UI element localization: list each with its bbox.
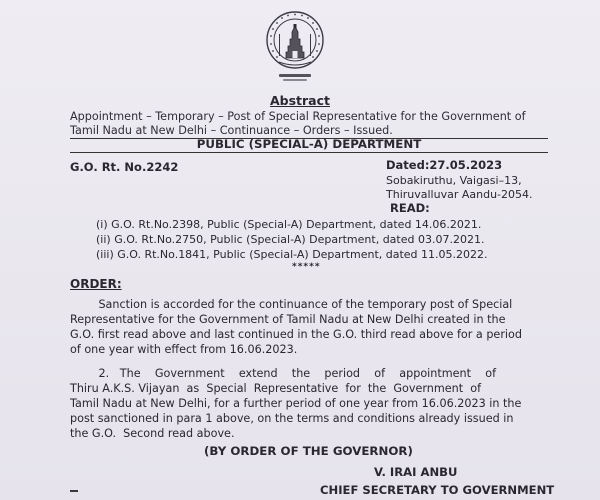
para1-line: Sanction is accorded for the continuance of the temporary post of Special — [70, 298, 513, 311]
reference-item: (i) G.O. Rt.No.2398, Public (Special-A) Department, dated 14.06.2021. — [96, 218, 482, 231]
abstract-subject-line-2: Tamil Nadu at New Delhi – Continuance – Orders – Issued. — [70, 124, 393, 137]
signatory-name: V. IRAI ANBU — [374, 465, 458, 479]
divider-bottom — [70, 152, 548, 153]
para2-line: post sanctioned in para 1 above, on the terms and conditions already issued in — [70, 412, 514, 425]
abstract-title: Abstract — [269, 93, 331, 108]
dated: Dated:27.05.2023 — [386, 158, 503, 172]
para2-line: Tamil Nadu at New Delhi, for a further period of one year from 16.06.2023 in the — [70, 397, 522, 410]
page-corner-mark — [70, 490, 78, 492]
reference-item: (ii) G.O. Rt.No.2750, Public (Special-A) Department, dated 03.07.2021. — [96, 233, 485, 246]
tamil-nadu-government-emblem-icon — [265, 8, 325, 90]
para2-line: Thiru A.K.S. Vijayan as Special Representative for the Government of — [70, 382, 482, 395]
reference-item: (iii) G.O. Rt.No.1841, Public (Special-A) Department, dated 11.05.2022. — [96, 248, 488, 261]
order-label: ORDER: — [70, 277, 122, 291]
tamil-date-line-1: Sobakiruthu, Vaigasi–13, — [386, 174, 522, 187]
abstract-subject-line-1: Appointment – Temporary – Post of Special Representative for the Government of — [70, 110, 526, 123]
separator-stars: ***** — [292, 262, 321, 272]
tamil-date-line-2: Thiruvalluvar Aandu-2054. — [386, 188, 533, 201]
para2-line: 2. The Government extend the period of appointment of — [70, 367, 497, 380]
para2-line: the G.O. Second read above. — [70, 427, 235, 440]
signatory-title: CHIEF SECRETARY TO GOVERNMENT — [320, 483, 555, 497]
department-heading: PUBLIC (SPECIAL-A) DEPARTMENT — [196, 137, 422, 151]
read-label: READ: — [390, 201, 430, 215]
go-number: G.O. Rt. No.2242 — [70, 160, 179, 174]
para1-line: G.O. first read above and last continued in the G.O. third read above for a period — [70, 328, 522, 341]
para1-line: of one year with effect from 16.06.2023. — [70, 343, 298, 356]
by-order-of-governor: (BY ORDER OF THE GOVERNOR) — [204, 444, 413, 458]
para1-line: Representative for the Government of Tamil Nadu at New Delhi created in the — [70, 313, 506, 326]
